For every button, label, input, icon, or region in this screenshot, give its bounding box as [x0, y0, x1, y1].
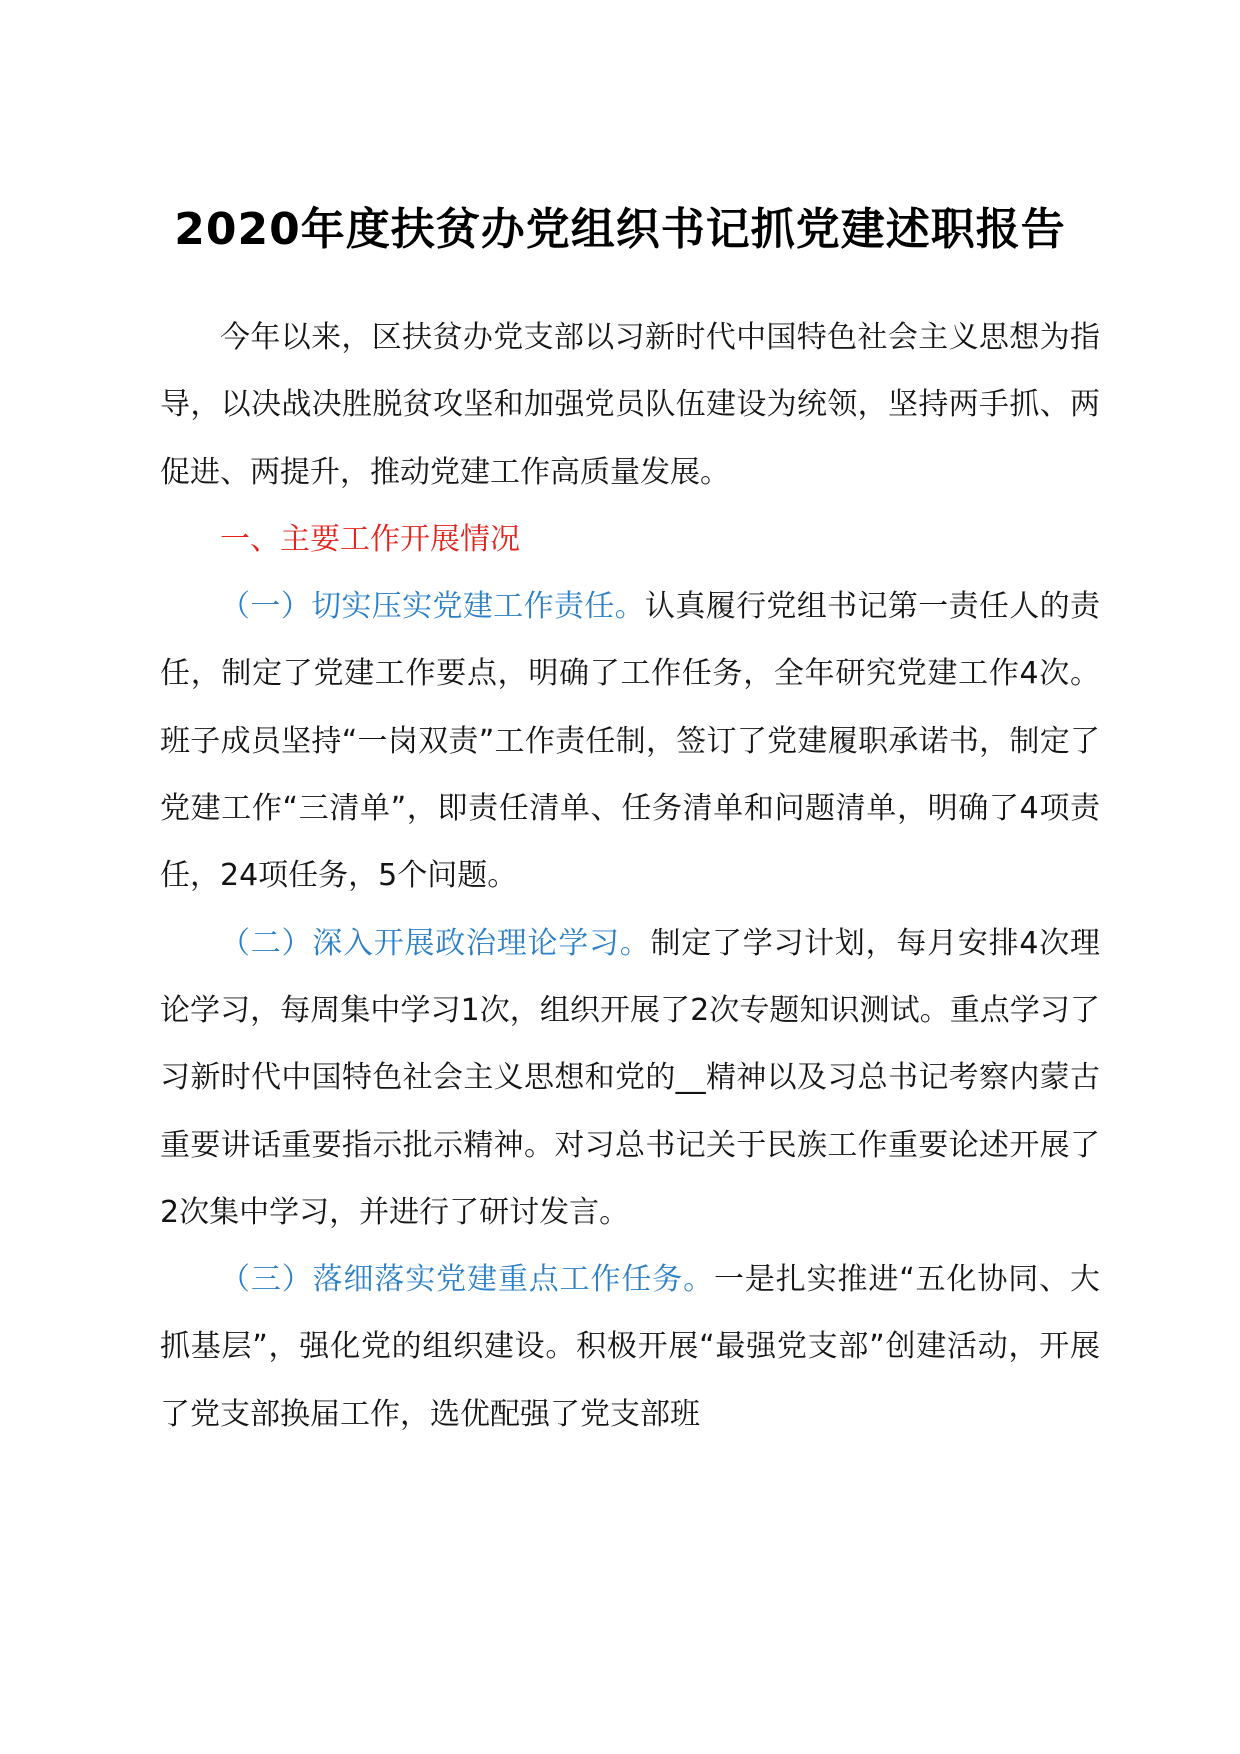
subsection-heading-3: （三）落细落实党建重点工作任务。 — [220, 1262, 714, 1298]
document-title: 2020年度扶贫办党组织书记抓党建述职报告 — [174, 204, 1066, 255]
intro-paragraph: 今年以来，区扶贫办党支部以习新时代中国特色社会主义思想为指导，以决战决胜脱贫攻坚和加强党员队伍建设为统领，坚持两手抓、两促进、两提升，推动党建工作高质量发展。 — [160, 320, 1100, 490]
subsection-paragraph-1 — [160, 573, 1100, 909]
subsection-text-2: 制定了学习计划，每月安排4次理论学习，每周集中学习1次，组织开展了2次专题知识测试。重点学习了习新时代中国特色社会主义思想和党的__精神以及习总书记考察内蒙古重要讲话重要指示批示精神。对习总书记关于民族工作重要论述开展了2次集中学习，并进行了研讨发言。 — [160, 925, 1100, 1230]
subsection-text-3: 一是扎实推进“五化协同、大抓基层”，强化党的组织建设。积极开展“最强党支部”创建活动，开展了党支部换届工作，选优配强了党支部班 — [160, 1262, 1101, 1432]
document-body — [160, 304, 1100, 1448]
subsection-heading-1: （一）切实压实党建工作责任。 — [220, 589, 645, 625]
subsection-paragraph-2 — [160, 910, 1100, 1246]
subsection-text-1: 认真履行党组书记第一责任人的责任，制定了党建工作要点，明确了工作任务，全年研究党建工作4次。班子成员坚持“一岗双责”工作责任制，签订了党建履职承诺书，制定了党建工作“三清单”，即责任清单、任务清单和问题清单，明确了4项责任，24项任务，5个问题。 — [160, 589, 1100, 894]
subsection-paragraph-3 — [160, 1246, 1100, 1448]
subsection-heading-2: （二）深入开展政治理论学习。 — [220, 925, 651, 961]
section-heading: 一、主要工作开展情况 — [220, 521, 520, 557]
